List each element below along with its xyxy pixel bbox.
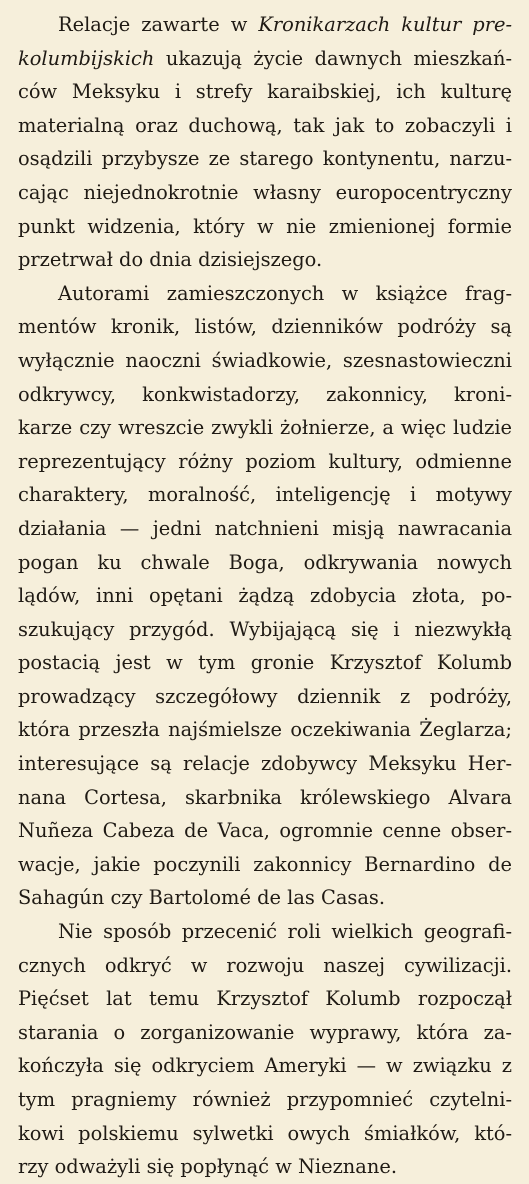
text-line: kowi polskiemu sylwetki owych śmiałków, któ- [18, 1121, 512, 1145]
text-line: starania o zorganizowanie wyprawy, która za- [18, 1020, 512, 1044]
text-line: lądów, inni opętani żądzą zdobycia złota, po- [18, 584, 512, 608]
text-line: szukujący przygód. Wybijającą się i niezwykłą [18, 617, 512, 641]
text-line: Nuñeza Cabeza de Vaca, ogromnie cenne obser- [18, 819, 512, 843]
text-line: przetrwał do dnia dzisiejszego. [18, 248, 323, 272]
text-line: Nie sposób przecenić roli wielkich geografi- [58, 920, 512, 944]
text-line: cając niejednokrotnie własny europocentryczny [18, 180, 512, 204]
text-line: mentów kronik, listów, dzienników podróży są [18, 315, 512, 339]
text-line: tym pragniemy również przypomnieć czytelni- [18, 1088, 512, 1111]
text-line: ców Meksyku i strefy karaibskiej, ich kulturę [18, 80, 512, 104]
text-line: odkrywcy, konkwistadorzy, zakonnicy, kroni- [18, 382, 512, 406]
text-line: Autorami zamieszczonych w książce frag- [58, 281, 512, 305]
text-line: punkt widzenia, który w nie zmienionej formie [18, 214, 512, 238]
text-line: nana Cortesa, skarbnika królewskiego Alvara [18, 785, 512, 809]
text-line: wyłącznie naoczni świadkowie, szesnastowieczni [18, 348, 512, 372]
text-line: która przeszła najśmielsze oczekiwania Żeglarza; [18, 718, 512, 742]
text-line: rzy odważyli się popłynąć w Nieznane. [18, 1155, 397, 1179]
text-line: pogan ku chwale Boga, odkrywania nowych [18, 550, 512, 574]
paragraph-1 [18, 8, 512, 277]
text-line: postacią jest w tym gronie Krzysztof Kolumb [18, 651, 512, 675]
text-line: kończyła się odkryciem Ameryki — w związku z [18, 1054, 512, 1078]
text-line: reprezentujący różny poziom kultury, odmienne [18, 449, 512, 473]
text-line: Relacje zawarte w Kronikarzach kultur pre- [58, 13, 512, 36]
text-line: działania — jedni natchnieni misją nawracania [18, 516, 512, 540]
text-line: materialną oraz duchową, tak jak to zobaczyli i [18, 113, 512, 137]
body-text [18, 8, 512, 1184]
paragraph-3 [18, 915, 512, 1184]
text-line: karze czy wreszcie zwykli żołnierze, a więc ludzie [18, 416, 512, 440]
book-title: kolumbijskich [18, 46, 155, 70]
text-line: prowadzący szczegółowy dziennik z podróży, [18, 684, 512, 708]
text-line: wacje, jakie poczynili zakonnicy Bernardino de [18, 852, 512, 876]
text-line: kolumbijskich ukazują życie dawnych mieszkań- [18, 46, 512, 70]
text-line: interesujące są relacje zdobywcy Meksyku Her- [18, 752, 512, 776]
text-line: osądzili przybysze ze starego kontynentu, narzu- [18, 147, 512, 171]
paragraph-2 [18, 277, 512, 915]
book-title: Kronikarzach kultur pre- [258, 13, 512, 36]
text-line: Pięćset lat temu Krzysztof Kolumb rozpoczął [18, 987, 512, 1011]
text-line: cznych odkryć w rozwoju naszej cywilizacji. [18, 953, 512, 977]
text-line: Sahagún czy Bartolomé de las Casas. [18, 886, 386, 910]
text-line: charaktery, moralność, inteligencję i motywy [18, 483, 512, 507]
